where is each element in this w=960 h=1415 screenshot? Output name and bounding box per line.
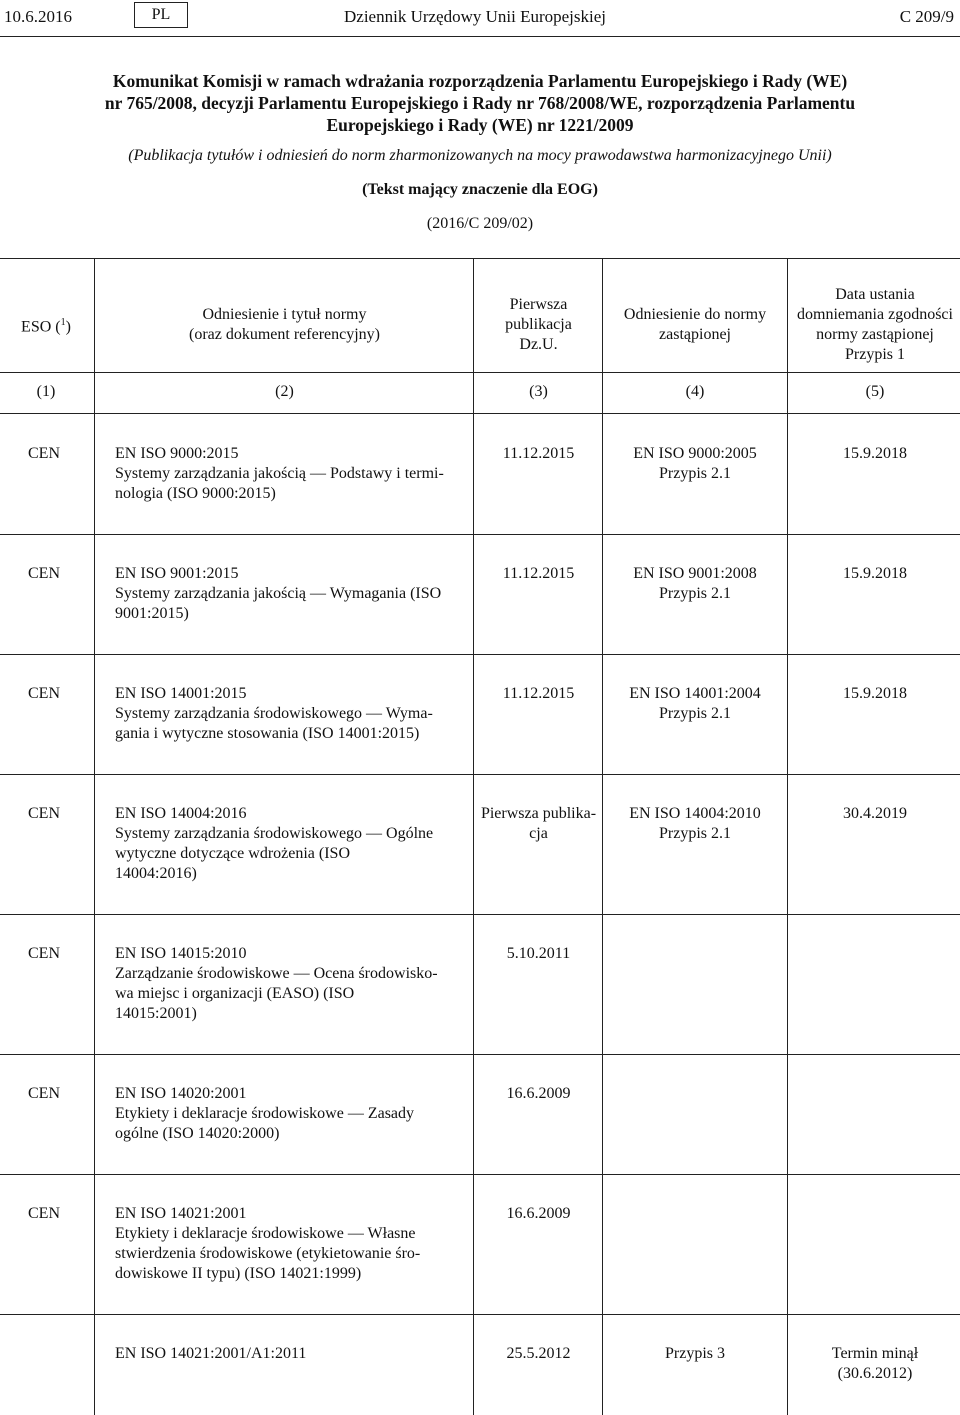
row-first-publication: 11.12.2015 (502, 685, 575, 702)
row-standard: EN ISO 14001:2015 Systemy zarządzania środowiskowego — Wyma- gania i wytyczne stosowania (ISO 14001:2015) (115, 685, 433, 742)
row-divider (0, 914, 960, 915)
row-superseded: Przypis 3 (665, 1345, 725, 1362)
header-cessation-date: Data ustania domniemania zgodności normy zastąpionej Przypis 1 (797, 286, 953, 363)
row-first-publication: 16.6.2009 (506, 1205, 571, 1222)
row-divider (0, 774, 960, 775)
row-eso: CEN (28, 685, 60, 702)
colnum-5: (5) (865, 383, 885, 400)
journal-title: Dziennik Urzędowy Unii Europejskiej (344, 7, 607, 26)
row-cessation-date: Termin minął (30.6.2012) (831, 1345, 919, 1382)
row-divider (0, 1054, 960, 1055)
row-superseded: EN ISO 14004:2010 Przypis 2.1 (629, 805, 761, 842)
row-first-publication: 11.12.2015 (502, 445, 575, 462)
row-divider (0, 1314, 960, 1315)
row-standard: EN ISO 14004:2016 Systemy zarządzania środowiskowego — Ogólne wytyczne dotyczące wdrożenia (ISO 14004:2016) (115, 805, 434, 882)
column-divider (94, 258, 95, 1415)
page-header (0, 0, 960, 37)
row-standard: EN ISO 9001:2015 Systemy zarządzania jakością — Wymagania (ISO 9001:2015) (115, 565, 442, 622)
header-superseded: Odniesienie do normy zastąpionej (623, 306, 767, 343)
document-reference: (2016/C 209/02) (426, 215, 534, 232)
document-title (60, 70, 900, 136)
language-badge: PL (134, 2, 188, 28)
document-subtitle: (Publikacja tytułów i odniesień do norm zharmonizowanych na mocy prawodawstwa harmonizacyjnego Unii) (128, 147, 832, 164)
row-first-publication: 25.5.2012 (506, 1345, 571, 1362)
row-eso: CEN (28, 1085, 60, 1102)
row-cessation-date: 15.9.2018 (843, 685, 907, 702)
title-line-2: nr 765/2008, decyzji Parlamentu Europejskiego i Rady nr 768/2008/WE, rozporządzenia Parlamentu (104, 93, 856, 113)
row-eso: CEN (28, 565, 60, 582)
header-divider (0, 372, 960, 373)
table-top-border (0, 258, 960, 259)
colnum-4: (4) (685, 383, 705, 400)
header-eso: ESO ($^1$) (21, 316, 71, 336)
row-first-publication: 16.6.2009 (506, 1085, 571, 1102)
page-number: C 209/9 (899, 7, 954, 26)
header-first-publication: Pierwsza publikacja Dz.U. (505, 296, 572, 353)
colnum-1: (1) (36, 383, 56, 400)
colnum-3: (3) (529, 383, 548, 400)
row-standard: EN ISO 14015:2010 Zarządzanie środowiskowe — Ocena środowisko- wa miejsc i organizacji (EASO) (ISO 14015:2001) (115, 945, 438, 1022)
row-cessation-date: 15.9.2018 (843, 565, 907, 582)
title-line-3: Europejskiego i Rady (WE) nr 1221/2009 (326, 115, 634, 135)
row-eso: CEN (28, 805, 60, 822)
row-superseded: EN ISO 14001:2004 Przypis 2.1 (629, 685, 761, 722)
column-divider (787, 258, 788, 1415)
row-standard: EN ISO 14021:2001/A1:2011 (115, 1345, 307, 1362)
publication-date: 10.6.2016 (4, 7, 72, 26)
row-standard: EN ISO 14020:2001 Etykiety i deklaracje środowiskowe — Zasady ogólne (ISO 14020:2000) (115, 1085, 415, 1142)
eea-relevance: (Tekst mający znaczenie dla EOG) (362, 181, 598, 198)
row-first-publication: 5.10.2011 (506, 945, 571, 962)
row-eso: CEN (28, 1205, 60, 1222)
row-eso: CEN (28, 445, 60, 462)
row-first-publication: Pierwsza publika- cja (480, 805, 597, 842)
row-standard: EN ISO 14021:2001 Etykiety i deklaracje środowiskowe — Własne stwierdzenia środowiskowe (etykietowanie śro- dowiskowe II typu) (ISO 14021:1999) (115, 1205, 421, 1282)
title-line-1: Komunikat Komisji w ramach wdrażania rozporządzenia Parlamentu Europejskiego i Rady (WE) (112, 71, 848, 91)
row-divider (0, 534, 960, 535)
colnum-divider (0, 413, 960, 414)
row-cessation-date: 30.4.2019 (843, 805, 907, 822)
header-reference: Odniesienie i tytuł normy (oraz dokument referencyjny) (188, 306, 380, 343)
column-divider (473, 258, 474, 1415)
row-first-publication: 11.12.2015 (502, 565, 575, 582)
row-superseded: EN ISO 9001:2008 Przypis 2.1 (633, 565, 757, 602)
row-superseded: EN ISO 9000:2005 Przypis 2.1 (633, 445, 757, 482)
column-divider (602, 258, 603, 1415)
row-divider (0, 654, 960, 655)
row-eso: CEN (28, 945, 60, 962)
row-divider (0, 1174, 960, 1175)
colnum-2: (2) (275, 383, 294, 400)
row-standard: EN ISO 9000:2015 Systemy zarządzania jakością — Podstawy i termi- nologia (ISO 9000:2015) (115, 445, 444, 502)
row-cessation-date: 15.9.2018 (843, 445, 907, 462)
